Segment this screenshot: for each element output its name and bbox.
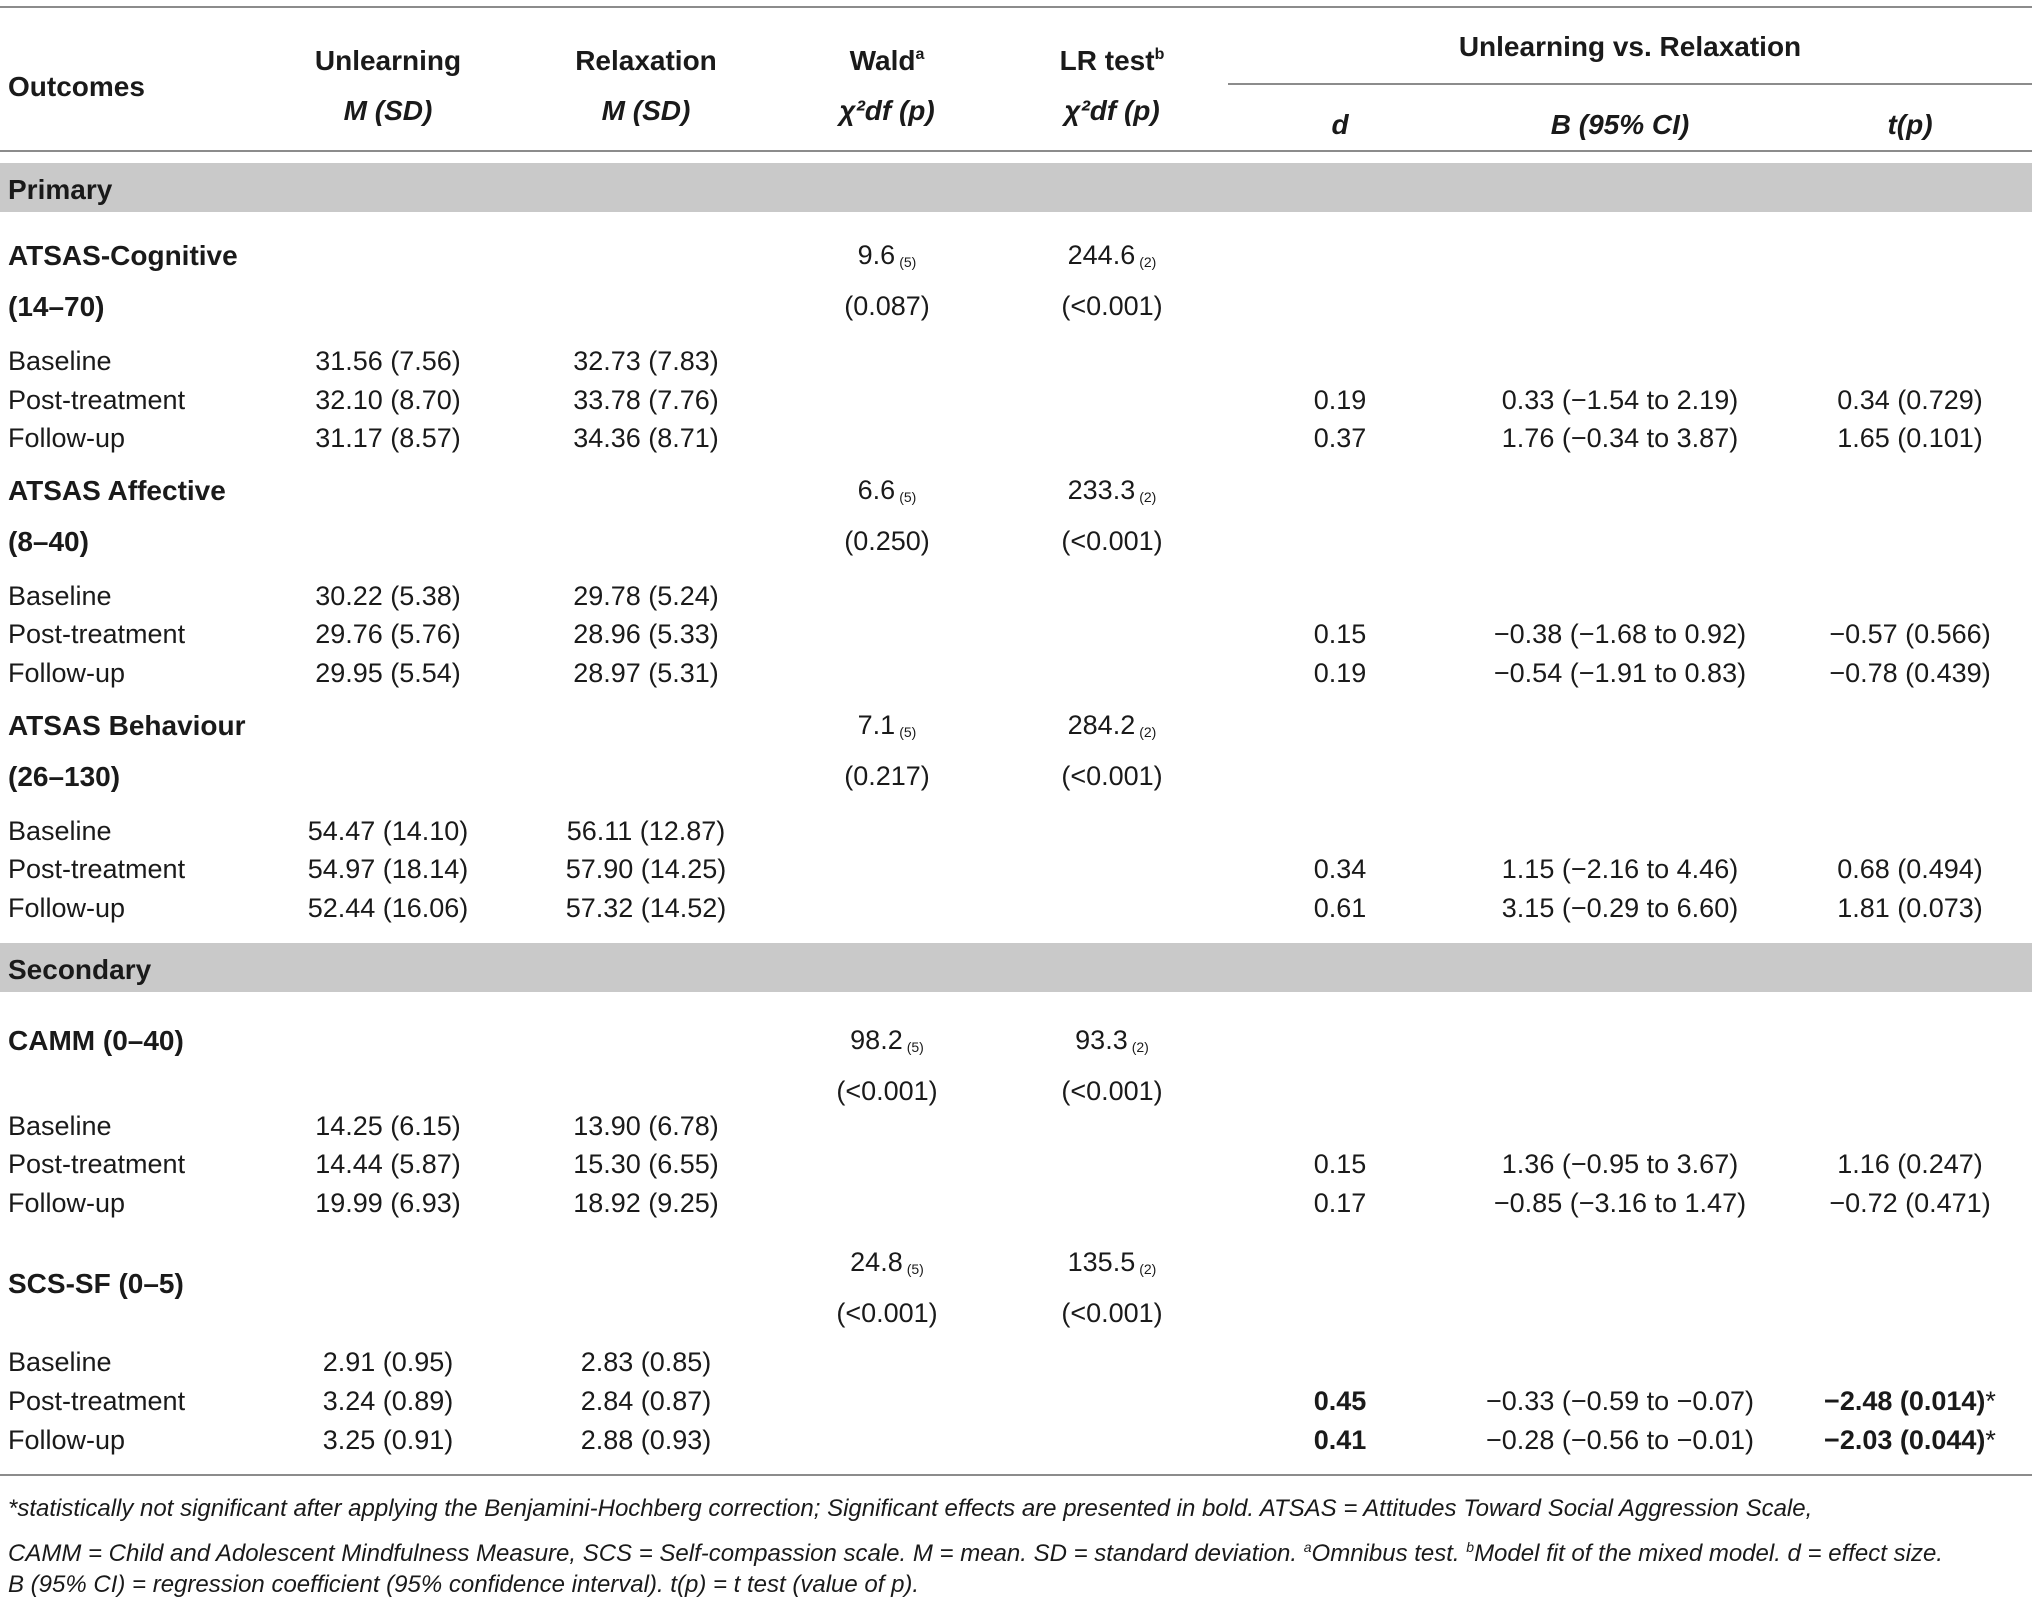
row-label: Baseline bbox=[8, 346, 112, 376]
relaxation-value: 2.83 (0.85) bbox=[580, 1347, 712, 1377]
header-relaxation: Relaxation bbox=[575, 45, 717, 76]
footnote-line2: CAMM = Child and Adolescent Mindfulness Measure, SCS = Self-compassion scale. M = mean. SD = standard deviation. $^a$Omnibus test. $^b$Model fit of the mixed model. d = effect size. bbox=[8, 1539, 1943, 1567]
unlearning-value: 29.95 (5.54) bbox=[315, 658, 461, 688]
t-value: 0.68 (0.494) bbox=[1837, 854, 1983, 884]
outcome-range: (8–40) bbox=[8, 526, 89, 557]
header-b: B (95% CI) bbox=[1550, 109, 1690, 140]
effect-size-d: 0.15 bbox=[1313, 1149, 1367, 1179]
wald-value: 98.2 $_{(5)}$ bbox=[850, 1025, 924, 1055]
section-band-secondary bbox=[0, 943, 2032, 992]
row-label: Follow-up bbox=[8, 1425, 126, 1455]
outcome-name: ATSAS-Cognitive bbox=[8, 240, 238, 271]
lr-p: (<0.001) bbox=[1061, 1298, 1163, 1328]
lr-value: 135.5 $_{(2)}$ bbox=[1067, 1247, 1157, 1277]
relaxation-value: 29.78 (5.24) bbox=[573, 581, 719, 611]
regression-b: 3.15 (−0.29 to 6.60) bbox=[1501, 893, 1739, 923]
t-value: −0.78 (0.439) bbox=[1829, 658, 1991, 688]
t-value: −0.72 (0.471) bbox=[1829, 1188, 1991, 1218]
regression-b: −0.54 (−1.91 to 0.83) bbox=[1493, 658, 1747, 688]
row-label: Post-treatment bbox=[8, 854, 186, 884]
t-value: 1.81 (0.073) bbox=[1837, 893, 1983, 923]
t-value: −2.03 (0.044)* bbox=[1824, 1425, 1996, 1455]
header-outcomes: Outcomes bbox=[8, 71, 145, 102]
row-label: Follow-up bbox=[8, 423, 126, 453]
regression-b: −0.33 (−0.59 to −0.07) bbox=[1486, 1386, 1754, 1416]
header-t: t(p) bbox=[1887, 109, 1933, 140]
relaxation-value: 57.32 (14.52) bbox=[565, 893, 727, 923]
header-unlearning: Unlearning bbox=[314, 45, 462, 76]
row-label: Post-treatment bbox=[8, 1386, 186, 1416]
outcome-name: CAMM (0–40) bbox=[8, 1025, 184, 1056]
effect-size-d: 0.41 bbox=[1313, 1425, 1367, 1455]
row-label: Baseline bbox=[8, 816, 112, 846]
header-d: d bbox=[1331, 109, 1349, 140]
header-wald-sub: χ²df (p) bbox=[839, 95, 935, 126]
footnote-line3: B (95% CI) = regression coefficient (95% confidence interval). t(p) = t test (value of p). bbox=[8, 1571, 920, 1598]
row-label: Baseline bbox=[8, 1347, 112, 1377]
row-label: Baseline bbox=[8, 1111, 112, 1141]
regression-b: −0.38 (−1.68 to 0.92) bbox=[1493, 619, 1747, 649]
relaxation-value: 2.88 (0.93) bbox=[580, 1425, 712, 1455]
regression-b: 1.15 (−2.16 to 4.46) bbox=[1501, 854, 1739, 884]
effect-size-d: 0.61 bbox=[1313, 893, 1367, 923]
outcome-range: (26–130) bbox=[8, 761, 121, 792]
unlearning-value: 52.44 (16.06) bbox=[307, 893, 469, 923]
outcome-range: (14–70) bbox=[8, 291, 105, 322]
t-value: 0.34 (0.729) bbox=[1837, 385, 1983, 415]
unlearning-value: 14.25 (6.15) bbox=[315, 1111, 461, 1141]
unlearning-value: 30.22 (5.38) bbox=[315, 581, 461, 611]
header-group: Unlearning vs. Relaxation bbox=[1458, 31, 1802, 62]
wald-p: (0.087) bbox=[844, 291, 930, 321]
lr-value: 233.3 $_{(2)}$ bbox=[1067, 475, 1157, 505]
effect-size-d: 0.19 bbox=[1313, 658, 1367, 688]
regression-b: 1.36 (−0.95 to 3.67) bbox=[1501, 1149, 1739, 1179]
regression-b: −0.85 (−3.16 to 1.47) bbox=[1493, 1188, 1747, 1218]
unlearning-value: 31.56 (7.56) bbox=[315, 346, 461, 376]
outcome-name: SCS-SF (0–5) bbox=[8, 1268, 184, 1299]
section-band-primary bbox=[0, 163, 2032, 212]
header-relaxation-sub: M (SD) bbox=[601, 95, 691, 126]
wald-p: (<0.001) bbox=[836, 1076, 938, 1106]
lr-value: 244.6 $_{(2)}$ bbox=[1067, 240, 1157, 270]
wald-value: 24.8 $_{(5)}$ bbox=[850, 1247, 924, 1277]
outcome-name: ATSAS Behaviour bbox=[8, 710, 246, 741]
effect-size-d: 0.15 bbox=[1313, 619, 1367, 649]
relaxation-value: 34.36 (8.71) bbox=[573, 423, 719, 453]
lr-p: (<0.001) bbox=[1061, 1076, 1163, 1106]
relaxation-value: 15.30 (6.55) bbox=[573, 1149, 719, 1179]
unlearning-value: 32.10 (8.70) bbox=[315, 385, 461, 415]
t-value: −2.48 (0.014)* bbox=[1824, 1386, 1996, 1416]
wald-p: (<0.001) bbox=[836, 1298, 938, 1328]
lr-p: (<0.001) bbox=[1061, 291, 1163, 321]
effect-size-d: 0.37 bbox=[1313, 423, 1367, 453]
header-lr: LR test$^b$ bbox=[1059, 45, 1165, 76]
header-bottom-rule bbox=[0, 150, 2032, 152]
relaxation-value: 13.90 (6.78) bbox=[573, 1111, 719, 1141]
t-value: 1.65 (0.101) bbox=[1837, 423, 1983, 453]
regression-b: 0.33 (−1.54 to 2.19) bbox=[1501, 385, 1739, 415]
relaxation-value: 2.84 (0.87) bbox=[580, 1386, 712, 1416]
lr-value: 284.2 $_{(2)}$ bbox=[1067, 710, 1157, 740]
table-bottom-rule bbox=[0, 1474, 2032, 1476]
unlearning-value: 19.99 (6.93) bbox=[315, 1188, 461, 1218]
header-unlearning-sub: M (SD) bbox=[343, 95, 433, 126]
lr-p: (<0.001) bbox=[1061, 526, 1163, 556]
row-label: Follow-up bbox=[8, 1188, 126, 1218]
footnote-line1: *statistically not significant after applying the Benjamini-Hochberg correction; Significant effects are presented in bold. ATSAS = Attitudes Toward Social Aggression Scale, bbox=[8, 1495, 1813, 1522]
lr-p: (<0.001) bbox=[1061, 761, 1163, 791]
relaxation-value: 56.11 (12.87) bbox=[566, 816, 726, 846]
unlearning-value: 14.44 (5.87) bbox=[315, 1149, 461, 1179]
t-value: −0.57 (0.566) bbox=[1829, 619, 1991, 649]
regression-b: −0.28 (−0.56 to −0.01) bbox=[1486, 1425, 1754, 1455]
row-label: Baseline bbox=[8, 581, 112, 611]
outcome-name: ATSAS Affective bbox=[8, 475, 226, 506]
top-rule bbox=[0, 6, 2032, 8]
row-label: Post-treatment bbox=[8, 1149, 186, 1179]
wald-value: 9.6 $_{(5)}$ bbox=[857, 240, 917, 270]
effect-size-d: 0.34 bbox=[1313, 854, 1367, 884]
unlearning-value: 31.17 (8.57) bbox=[315, 423, 461, 453]
header-lr-sub: χ²df (p) bbox=[1064, 95, 1160, 126]
relaxation-value: 32.73 (7.83) bbox=[573, 346, 719, 376]
lr-value: 93.3 $_{(2)}$ bbox=[1075, 1025, 1149, 1055]
unlearning-value: 2.91 (0.95) bbox=[322, 1347, 454, 1377]
row-label: Follow-up bbox=[8, 658, 126, 688]
group-underline bbox=[1228, 83, 2032, 85]
unlearning-value: 29.76 (5.76) bbox=[315, 619, 461, 649]
wald-value: 6.6 $_{(5)}$ bbox=[857, 475, 917, 505]
unlearning-value: 54.47 (14.10) bbox=[307, 816, 469, 846]
unlearning-value: 3.25 (0.91) bbox=[322, 1425, 454, 1455]
relaxation-value: 57.90 (14.25) bbox=[565, 854, 727, 884]
unlearning-value: 54.97 (18.14) bbox=[307, 854, 469, 884]
header-wald: Wald$^a$ bbox=[849, 45, 925, 76]
regression-b: 1.76 (−0.34 to 3.87) bbox=[1501, 423, 1739, 453]
wald-p: (0.217) bbox=[844, 761, 930, 791]
wald-value: 7.1 $_{(5)}$ bbox=[857, 710, 917, 740]
effect-size-d: 0.19 bbox=[1313, 385, 1367, 415]
wald-p: (0.250) bbox=[844, 526, 930, 556]
relaxation-value: 18.92 (9.25) bbox=[573, 1188, 719, 1218]
section-label-secondary: Secondary bbox=[8, 954, 152, 985]
row-label: Post-treatment bbox=[8, 619, 186, 649]
unlearning-value: 3.24 (0.89) bbox=[322, 1386, 454, 1416]
relaxation-value: 28.96 (5.33) bbox=[573, 619, 719, 649]
relaxation-value: 33.78 (7.76) bbox=[573, 385, 719, 415]
relaxation-value: 28.97 (5.31) bbox=[573, 658, 719, 688]
effect-size-d: 0.45 bbox=[1313, 1386, 1367, 1416]
row-label: Follow-up bbox=[8, 893, 126, 923]
section-label-primary: Primary bbox=[8, 174, 113, 205]
effect-size-d: 0.17 bbox=[1313, 1188, 1367, 1218]
row-label: Post-treatment bbox=[8, 385, 186, 415]
t-value: 1.16 (0.247) bbox=[1837, 1149, 1983, 1179]
